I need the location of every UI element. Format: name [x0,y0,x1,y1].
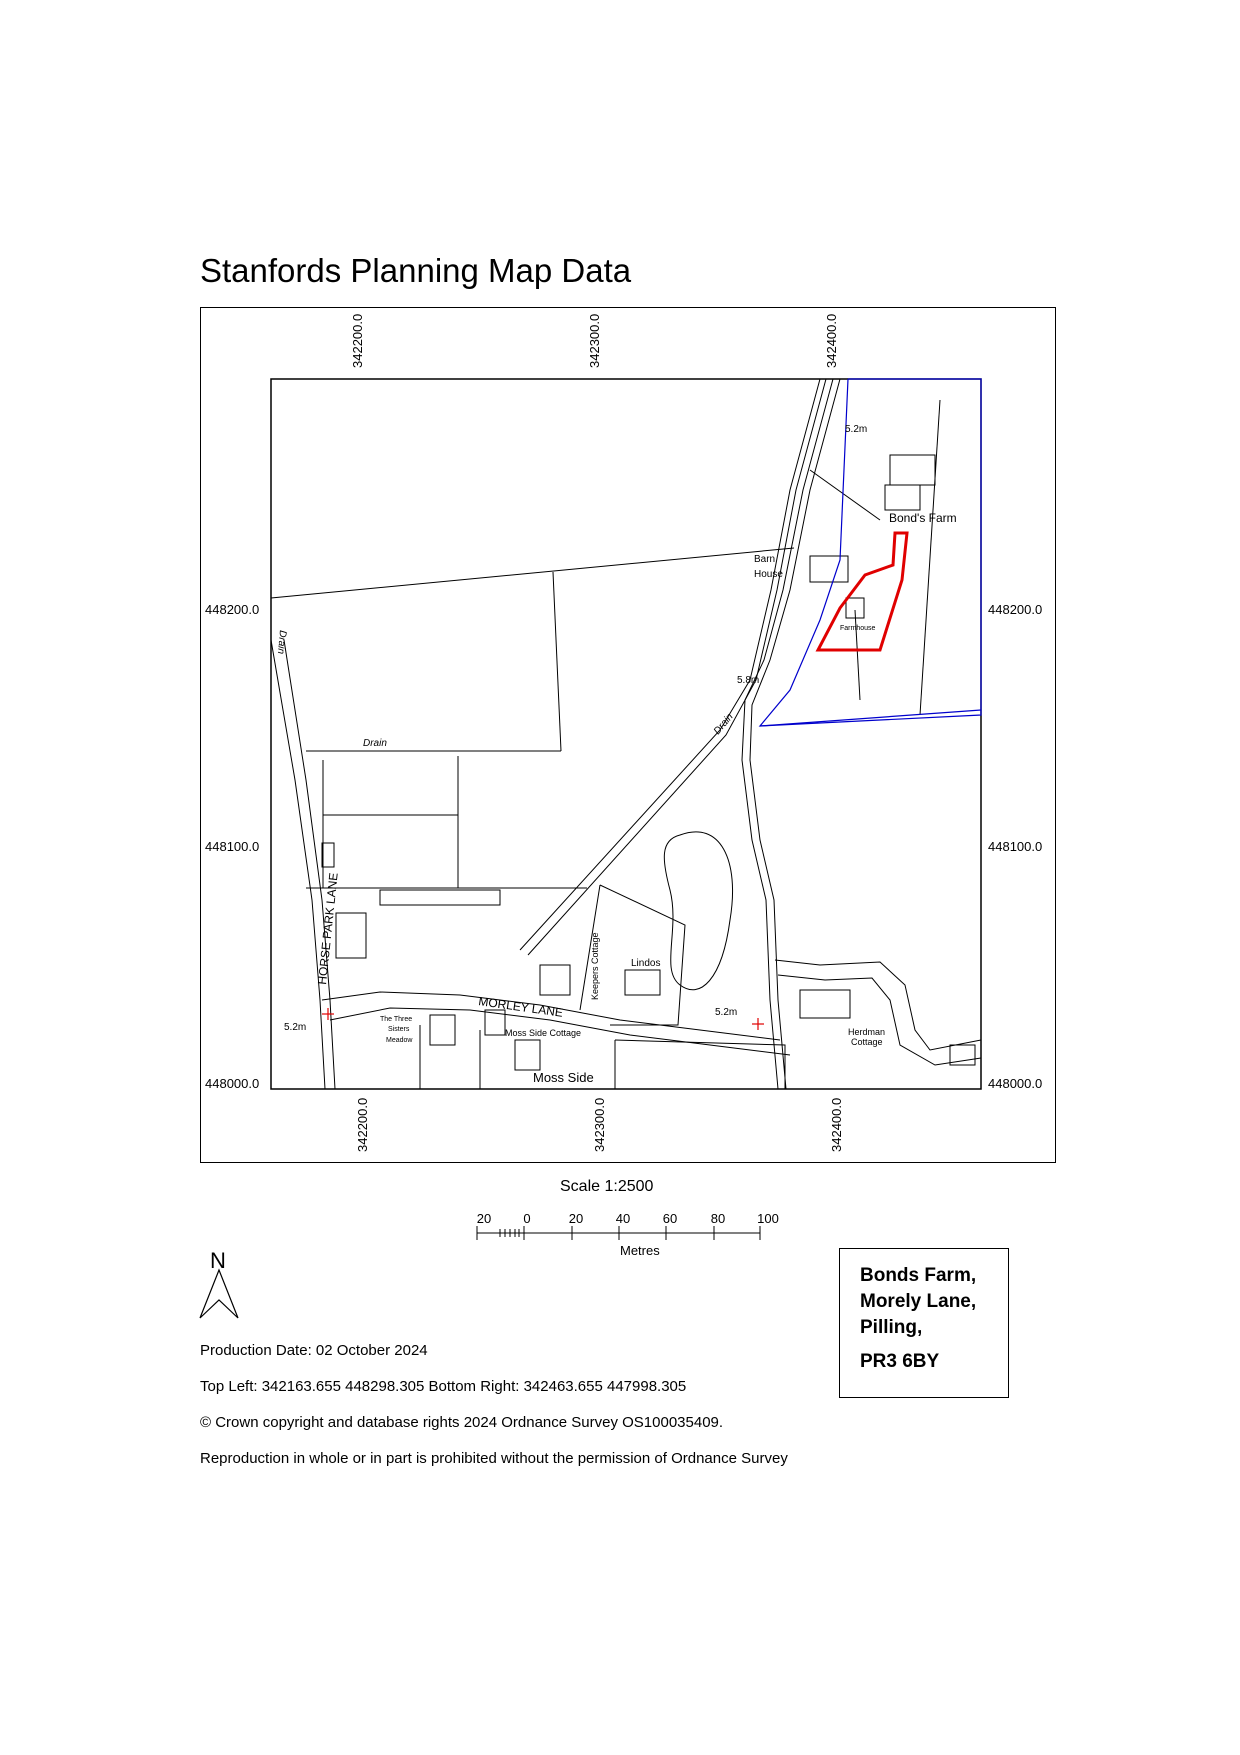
easting-bottom-3: 342400.0 [829,1097,844,1152]
east-field-line [920,400,940,715]
map-extent: Top Left: 342163.655 448298.305 Bottom Right: 342463.655 447998.305 [200,1378,687,1395]
label-sisters: Sisters [388,1026,410,1033]
northing-left-1: 448200.0 [205,602,260,617]
northing-left-3: 448000.0 [205,1076,260,1091]
label-moss-side-cottage: Moss Side Cottage [505,1028,582,1038]
label-drain-2: Drain [363,738,387,749]
reproduction-notice: Reproduction in whole or in part is prohibited without the permission of Ordnance Survey [200,1450,788,1467]
easting-top-2: 342300.0 [587,313,602,368]
northing-right-2: 448100.0 [988,839,1043,854]
address-postcode: PR3 6BY [860,1351,940,1372]
label-house: House [754,569,783,580]
label-barn: Barn [754,554,776,565]
copyright-notice: © Crown copyright and database rights 2024 Ordnance Survey OS100035409. [200,1414,724,1431]
label-height-2: 5.8m [737,675,760,686]
address-line-2: Morely Lane, [860,1291,977,1312]
building-barn [810,556,848,582]
lane-edge-2 [750,379,840,1089]
building-lindos [625,970,660,995]
scale-tick-7: 100 [757,1211,779,1226]
building-bonds-1 [890,455,935,485]
building-herdman [800,990,850,1018]
lane-edge-1 [742,379,833,1089]
building-horse-park [336,913,366,958]
scale-tick-1: 20 [476,1211,492,1226]
easting-bottom-2: 342300.0 [592,1097,607,1152]
scale-tick-5: 60 [662,1211,678,1226]
easting-top-1: 342200.0 [350,313,365,368]
label-morley-lane: MORLEY LANE [477,994,564,1020]
farmhouse-yard [855,610,860,700]
label-height-3: 5.2m [284,1022,307,1033]
label-herdman: Herdman [848,1027,886,1037]
address-line-1: Bonds Farm, [860,1265,977,1286]
drain-line-1 [520,379,820,950]
label-keepers-cottage: Keepers Cottage [590,932,600,1000]
production-date: Production Date: 02 October 2024 [200,1342,428,1359]
easting-top-3: 342400.0 [824,313,839,368]
label-height-1: 5.2m [845,424,868,435]
scale-tick-4: 40 [615,1211,631,1226]
address-box [839,1248,1009,1398]
map-linework [271,379,981,1089]
north-arrow-icon [200,1270,238,1318]
plot-south-1 [615,1040,785,1089]
building-sisters [430,1015,455,1045]
label-drain-1: Drain [711,711,736,737]
label-moss-side: Moss Side [533,1070,594,1085]
scale-bar [477,1226,760,1240]
site-boundary [818,533,907,650]
northing-left-2: 448100.0 [205,839,260,854]
label-horse-park-lane: HORSE PARK LANE [315,871,341,986]
northing-right-3: 448000.0 [988,1076,1043,1091]
scale-tick-3: 20 [568,1211,584,1226]
label-height-4: 5.2m [715,1007,738,1018]
label-cottage: Cottage [851,1037,883,1047]
label-bonds-farm: Bond's Farm [889,511,957,525]
scale-units: Metres [620,1243,660,1258]
label-lindos: Lindos [631,958,661,969]
building-row [380,890,500,905]
scale-tick-2: 0 [523,1211,531,1226]
page-title: Stanfords Planning Map Data [200,252,632,289]
field-boundary-1 [271,548,794,598]
pond [664,832,732,990]
address-line-3: Pilling, [860,1317,923,1338]
field-boundary-2 [553,572,561,751]
label-meadow: Meadow [386,1037,413,1044]
bonds-yard [810,470,880,520]
label-farmhouse: Farmhouse [840,625,876,632]
ownership-boundary-south [760,710,981,726]
ownership-boundary [760,379,981,726]
label-the-three: The Three [380,1016,413,1023]
northing-right-1: 448200.0 [988,602,1043,617]
building-moss-side [515,1040,540,1070]
scale-tick-6: 80 [710,1211,726,1226]
building-keepers [540,965,570,995]
building-bonds-2 [885,485,920,510]
drain-line-2 [528,379,826,955]
map-border [271,379,981,1089]
scale-label: Scale 1:2500 [560,1178,654,1195]
easting-bottom-1: 342200.0 [355,1097,370,1152]
building-small [322,843,334,867]
herdman-road-2 [778,975,981,1065]
north-label: N [210,1248,226,1273]
label-drain-3: Drain [274,629,288,655]
